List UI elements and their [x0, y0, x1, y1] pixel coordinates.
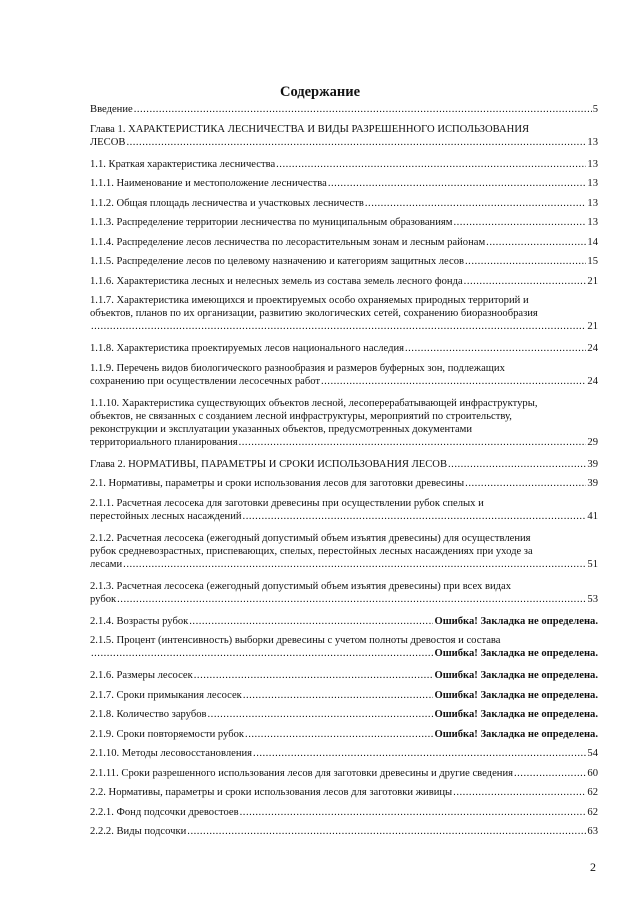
toc-page-number: 39 — [587, 478, 598, 489]
toc-page-number: 14 — [587, 236, 598, 248]
toc-page-number: 24 — [587, 343, 598, 354]
dot-leader — [123, 558, 586, 571]
toc-page-number: 51 — [587, 558, 598, 570]
toc-entry-text-line: 2.1.5. Процент (интенсивность) выборки древесины с учетом полноты древостоя и состава — [90, 635, 501, 646]
dot-leader — [321, 375, 586, 388]
toc-entry[interactable] — [90, 728, 598, 741]
toc-title: Содержание — [279, 84, 361, 100]
dot-leader — [243, 510, 587, 523]
toc-entry-title: 1.1.5. Распределение лесов по целевому назначению и категориям защитных лесов — [90, 256, 465, 267]
toc-entry-title: 2.1.8. Количество зарубов — [90, 709, 207, 720]
dot-leader — [465, 477, 586, 490]
toc-entry-title: 1.1.3. Распределение территории лесничества по муниципальным образованиям — [90, 217, 453, 228]
toc-entry-title: Глава 2. НОРМАТИВЫ, ПАРАМЕТРЫ И СРОКИ ИСПОЛЬЗОВАНИЯ ЛЕСОВ — [90, 458, 448, 470]
toc-entry-title: 2.1.4. Возрасты рубок — [90, 615, 189, 627]
toc-entry-title: 1.1.2. Общая площадь лесничества и участковых лесничеств — [90, 197, 364, 209]
toc-entry[interactable] — [90, 708, 598, 721]
dot-leader — [240, 806, 587, 819]
toc-page-number: 62 — [587, 787, 598, 798]
toc-entry[interactable] — [90, 532, 598, 571]
toc-page-number: 13 — [587, 197, 598, 209]
dot-leader — [514, 767, 586, 780]
toc-entry-title: 1.1.1. Наименование и местоположение лесничества — [90, 178, 327, 189]
toc-entry-title: 2.2. Нормативы, параметры и сроки использования лесов для заготовки живицы — [90, 787, 453, 798]
toc-entry[interactable] — [90, 123, 598, 149]
toc-entry[interactable] — [90, 825, 598, 838]
toc-entry[interactable] — [90, 255, 598, 268]
toc-entry[interactable] — [90, 806, 598, 819]
toc-entry-title: 1.1.4. Распределение лесов лесничества по лесорастительным зонам и лесным районам — [90, 236, 486, 248]
toc-entry[interactable] — [90, 362, 598, 388]
toc-page-number: 13 — [587, 158, 598, 170]
dot-leader — [486, 236, 586, 249]
toc-entry[interactable] — [90, 580, 598, 606]
toc-entry[interactable] — [90, 767, 598, 780]
toc-entry-title: ЛЕСОВ — [90, 136, 126, 148]
toc-page-number: 21 — [587, 321, 598, 332]
dot-leader — [243, 689, 434, 702]
toc-entry-title: 2.1.7. Сроки примыкания лесосек — [90, 689, 242, 701]
toc-entry-title: 2.1.6. Размеры лесосек — [90, 670, 193, 681]
bookmark-error-text: Ошибка! Закладка не определена. — [434, 670, 598, 681]
page-number: 2 — [590, 860, 596, 874]
toc-entry-title: перестойных лесных насаждений — [90, 510, 242, 522]
toc-entry[interactable] — [90, 397, 598, 449]
toc-entry-title: 2.2.1. Фонд подсочки древостоев — [90, 806, 239, 818]
toc-entry[interactable] — [90, 216, 598, 229]
bookmark-error-text: Ошибка! Закладка не определена. — [434, 648, 598, 659]
toc-page-number: 13 — [587, 178, 598, 189]
toc-entry[interactable] — [90, 236, 598, 249]
dot-leader — [253, 747, 586, 760]
toc-entry-text-line: 1.1.9. Перечень видов биологического разнообразия и размеров буферных зон, подлежащих — [90, 362, 505, 374]
toc-entry-title: сохранению при осуществлении лесосечных работ — [90, 375, 320, 387]
toc-entry[interactable] — [90, 103, 598, 116]
dot-leader — [189, 615, 433, 628]
dot-leader — [365, 197, 587, 210]
toc-entry-title: 2.1.11. Сроки разрешенного использования лесов для заготовки древесины и другие сведения — [90, 767, 513, 779]
dot-leader — [245, 728, 433, 741]
toc-entry-title: 1.1.8. Характеристика проектируемых лесов национального наследия — [90, 343, 404, 354]
dot-leader — [187, 825, 586, 838]
toc-entry-title: 1.1.6. Характеристика лесных и нелесных земель из состава земель лесного фонда — [90, 275, 463, 287]
toc-entry[interactable] — [90, 747, 598, 760]
toc-entry[interactable] — [90, 342, 598, 355]
dot-leader — [208, 708, 434, 721]
dot-leader — [91, 320, 586, 333]
toc-entry-title: 2.1.9. Сроки повторяемости рубок — [90, 728, 245, 740]
dot-leader — [276, 158, 586, 171]
toc-entry[interactable] — [90, 275, 598, 288]
toc-page-number: 39 — [587, 458, 598, 470]
toc-page-number: 21 — [587, 275, 598, 287]
toc-page-number: 63 — [587, 826, 598, 837]
dot-leader — [117, 593, 586, 606]
toc-entry[interactable] — [90, 634, 598, 660]
toc-entry-text-line: 2.1.2. Расчетная лесосека (ежегодный допустимый объем изъятия древесины) для осуществления — [90, 532, 531, 544]
dot-leader — [194, 669, 434, 682]
toc-page-number: 53 — [587, 593, 598, 605]
dot-leader — [134, 103, 592, 116]
toc-entry[interactable] — [90, 294, 598, 333]
toc-entry-text-line: 1.1.10. Характеристика существующих объектов лесной, лесоперерабатывающей инфраструктуры, — [90, 397, 538, 409]
toc-entry-text-line: 2.1.3. Расчетная лесосека (ежегодный допустимый объем изъятия древесины) при всех видах — [90, 580, 512, 592]
toc-page-number: 41 — [587, 510, 598, 522]
dot-leader — [465, 255, 586, 268]
toc-entry-title: 2.1. Нормативы, параметры и сроки использования лесов для заготовки древесины — [90, 478, 465, 489]
toc-entry[interactable] — [90, 786, 598, 799]
toc-entry-title: территориального планирования — [90, 436, 238, 448]
toc-entry-text-line: объектов, не связанных с созданием лесной инфраструктуры, мероприятий по строительству, — [90, 410, 512, 422]
toc-page-number: 13 — [587, 136, 598, 148]
toc-entry[interactable] — [90, 177, 598, 190]
dot-leader — [405, 342, 586, 355]
toc-entry-title: 2.2.2. Виды подсочки — [90, 826, 187, 837]
toc-entry-title: 1.1. Краткая характеристика лесничества — [90, 158, 276, 170]
dot-leader — [91, 647, 433, 660]
dot-leader — [239, 436, 587, 449]
toc-entry[interactable] — [90, 689, 598, 702]
dot-leader — [464, 275, 587, 288]
toc-entry-text-line: объектов, планов по их организации, развитию экологических сетей, сохранению биоразнообразия — [90, 308, 538, 319]
toc-entry-text-line: Глава 1. ХАРАКТЕРИСТИКА ЛЕСНИЧЕСТВА И ВИДЫ РАЗРЕШЕННОГО ИСПОЛЬЗОВАНИЯ — [90, 123, 530, 135]
toc-entry-text-line: рубок средневозрастных, приспевающих, спелых, перестойных лесных насаждениях при уходе за — [90, 545, 533, 557]
bookmark-error-text: Ошибка! Закладка не определена. — [434, 728, 598, 740]
toc-entry[interactable] — [90, 497, 598, 523]
toc-entry-text-line: 1.1.7. Характеристика имеющихся и проектируемых особо охраняемых природных территорий и — [90, 295, 529, 306]
toc-entry-text-line: реконструкции и эксплуатации указанных объектов, предусмотренных документами — [90, 423, 473, 435]
toc-entry[interactable] — [90, 197, 598, 210]
table-of-contents — [90, 103, 598, 845]
toc-page-number: 13 — [587, 217, 598, 228]
toc-entry-text-line: 2.1.1. Расчетная лесосека для заготовки древесины при осуществлении рубок спелых и — [90, 497, 484, 509]
dot-leader — [453, 786, 586, 799]
toc-entry-title: 2.1.10. Методы лесовосстановления — [90, 748, 253, 759]
toc-entry-title: лесами — [90, 558, 123, 570]
dot-leader — [453, 216, 586, 229]
toc-page-number: 5 — [592, 104, 598, 115]
toc-entry[interactable] — [90, 458, 598, 471]
bookmark-error-text: Ошибка! Закладка не определена. — [434, 615, 598, 627]
toc-page-number: 24 — [587, 375, 598, 387]
toc-entry[interactable] — [90, 477, 598, 490]
toc-entry[interactable] — [90, 615, 598, 628]
toc-page-number: 60 — [587, 767, 598, 779]
toc-page-number: 15 — [587, 256, 598, 267]
toc-entry-title: рубок — [90, 593, 117, 605]
toc-entry-title: Введение — [90, 104, 133, 115]
toc-entry[interactable] — [90, 158, 598, 171]
toc-page-number: 29 — [587, 436, 598, 448]
bookmark-error-text: Ошибка! Закладка не определена. — [434, 709, 598, 720]
toc-page-number: 54 — [587, 748, 598, 759]
toc-entry[interactable] — [90, 669, 598, 682]
bookmark-error-text: Ошибка! Закладка не определена. — [434, 689, 598, 701]
toc-page-number: 62 — [587, 806, 598, 818]
dot-leader — [448, 458, 586, 471]
dot-leader — [328, 177, 587, 190]
dot-leader — [126, 136, 586, 149]
